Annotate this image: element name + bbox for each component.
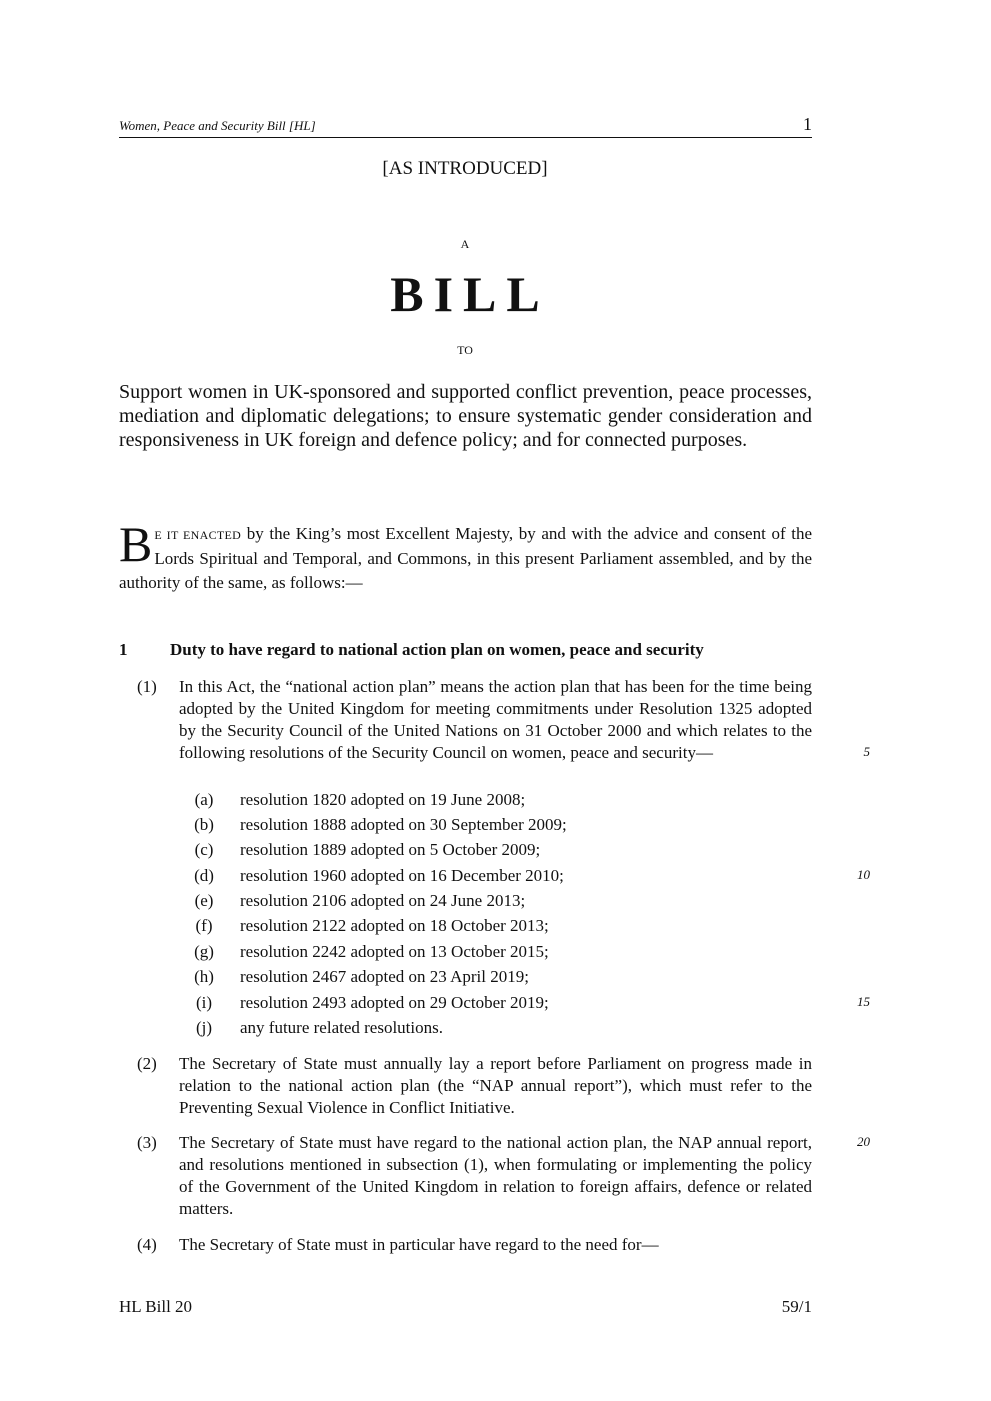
list-item-label: (e) [194,891,214,910]
page-number: 1 [803,114,812,134]
margin-line-number: 15 [857,994,870,1009]
margin-line-number: 20 [857,1134,870,1149]
subsection-text: The Secretary of State must annually lay a report before Parliament on progress made in relation to the national action plan (the “NAP annual report”), which must refer to the Preventing Sexual Violence in Conflict Initiative. [179,1054,812,1117]
list-item-text: any future related resolutions. [240,1018,443,1037]
bill-status: [AS INTRODUCED] [382,158,548,179]
subsection-text: The Secretary of State must have regard to the national action plan, the NAP annual report, and resolutions mentioned in subsection (1), when formulating or implementing the policy of the Government of the United Kingdom in relation to foreign affairs, defence or related matters. [179,1133,812,1218]
list-item-label: (f) [195,916,213,935]
list-item-text: resolution 2242 adopted on 13 October 2015; [240,942,549,961]
a-word: A [460,237,470,251]
list-item-label: (j) [195,1018,213,1037]
list-item-text: resolution 1888 adopted on 30 September 2009; [240,815,567,834]
running-header-title: Women, Peace and Security Bill [HL] [119,118,316,133]
list-item-label: (d) [194,866,214,885]
list-item-label: (i) [195,993,213,1012]
list-item-label: (g) [194,942,214,961]
list-item-text: resolution 2106 adopted on 24 June 2013; [240,891,526,910]
list-item-text: resolution 1960 adopted on 16 December 2010; [240,866,564,885]
to-word: TO [457,343,473,357]
footer-reference: 59/1 [781,1297,812,1316]
drop-cap: B [119,516,153,572]
subsection-number: (2) [137,1054,157,1073]
section-title: Duty to have regard to national action plan on women, peace and security [170,640,704,659]
subsection-number: (4) [137,1235,157,1254]
margin-line-number: 5 [863,744,870,759]
list-item-text: resolution 2122 adopted on 18 October 2013; [240,916,549,935]
list-item-text: resolution 2493 adopted on 29 October 2019; [240,993,549,1012]
subsection-text: In this Act, the “national action plan” means the action plan that has been for the time being adopted by the United Kingdom for meeting commitments under Resolution 1325 adopted by the Security Council of the United Nations on 31 October 2000 and which relates to the following resolutions of the Security Council on women, peace and security— [179,677,812,762]
enacting-smallcaps: E IT ENACTED [154,528,242,542]
list-item-label: (b) [194,815,214,834]
list-item-label: (a) [194,790,214,809]
list-item-text: resolution 1820 adopted on 19 June 2008; [240,790,526,809]
list-item-label: (c) [194,840,214,859]
long-title: Support women in UK-sponsored and supported conflict prevention, peace processes, mediation and diplomatic delegations; to ensure systematic gender consideration and responsiveness in UK foreign and defence policy; and for connected purposes. [119,381,812,451]
list-item-text: resolution 1889 adopted on 5 October 2009; [240,840,541,859]
enacting-text: by the King’s most Excellent Majesty, by and with the advice and consent of the Lords Spiritual and Temporal, and Commons, in this present Parliament assembled, and by the authority of the same, as follows:— [119,524,812,592]
subsection-text: The Secretary of State must in particular have regard to the need for— [179,1235,659,1254]
list-item-label: (h) [194,967,214,986]
enacting-formula [119,516,812,595]
subsection-number: (3) [137,1133,157,1152]
section-number: 1 [119,640,128,659]
margin-line-number: 10 [857,867,870,882]
list-item-text: resolution 2467 adopted on 23 April 2019; [240,967,529,986]
footer-bill-number: HL Bill 20 [119,1297,193,1316]
bill-heading: BILL [390,266,550,322]
header-rule [119,137,812,138]
subsection-number: (1) [137,677,157,696]
